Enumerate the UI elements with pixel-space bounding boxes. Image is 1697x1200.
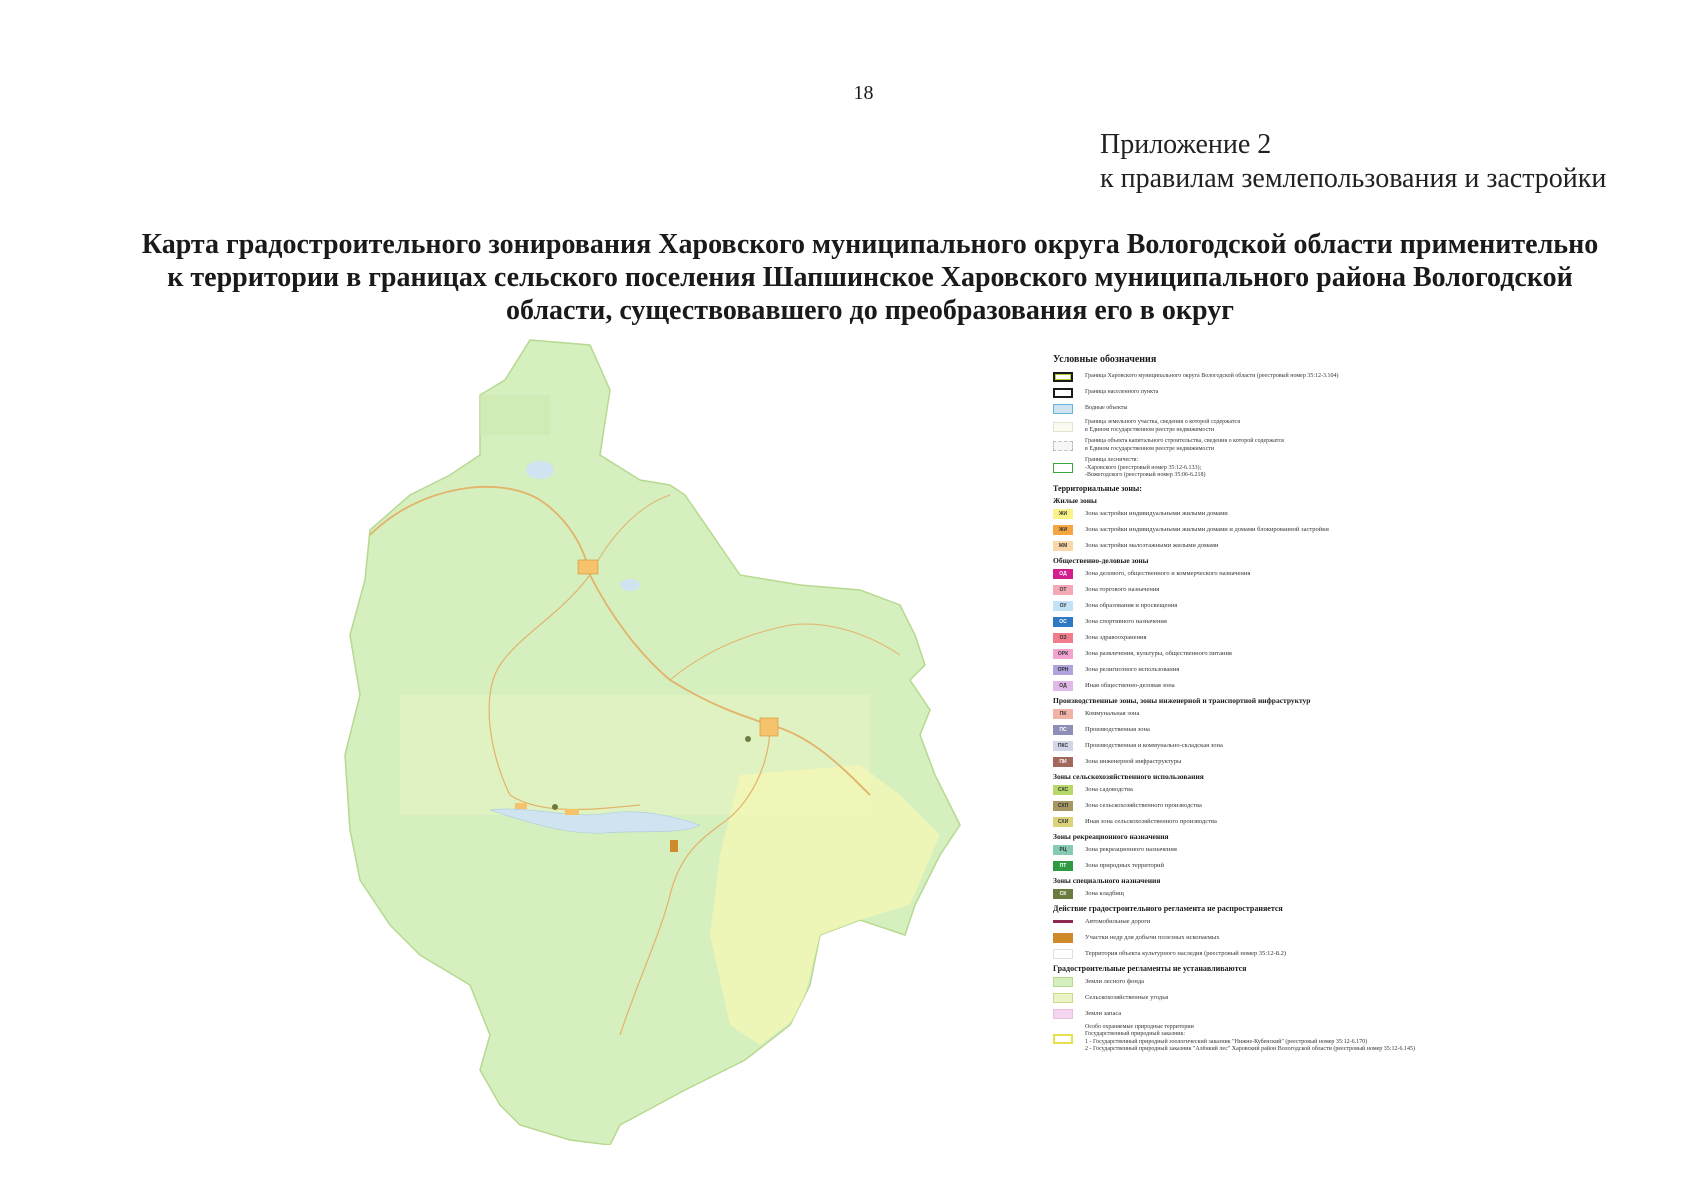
- legend-zone-industrial-1: [1053, 708, 1663, 720]
- zone-swatch: ЖИ: [1053, 525, 1073, 535]
- legend-zone-public-3: [1053, 600, 1663, 612]
- legend-text: Земли запаса: [1085, 1009, 1122, 1017]
- settlement-north: [578, 560, 598, 574]
- zone-swatch: СХИ: [1053, 817, 1073, 827]
- legend-text: Производственная и коммунально-складская зона: [1085, 741, 1223, 749]
- legend-text: Зона спортивного назначения: [1085, 617, 1167, 625]
- legend-zone-public-6: [1053, 648, 1663, 660]
- legend-text: Граница Харовского муниципального округа Вологодской области (реестровый номер 35:12-3.104): [1085, 373, 1339, 380]
- legend-zone-residential-1: [1053, 508, 1663, 520]
- lake-middle: [620, 579, 640, 591]
- legend-text: Зона инженерной инфраструктуры: [1085, 757, 1182, 765]
- zone-swatch: ОУ: [1053, 601, 1073, 611]
- legend-zone-agricultural-2: [1053, 800, 1663, 812]
- legend-zone-industrial-3: [1053, 740, 1663, 752]
- legend-text: Особо охраняемые природные территории Государственный природный заказник: 1 - Государственный природный зоологический заказник "Нижне-Кубенский" (реестровый номер 35:12-6.170) 2 - Государственный природный заказник "Алёнкий лес" Харовский район Вологодской области (реестровый номер 35:12-6.145): [1085, 1023, 1415, 1052]
- subsoil-swatch: [1053, 933, 1073, 943]
- legend-text: Коммунальная зона: [1085, 709, 1140, 717]
- legend-text: Иная общественно-деловая зона: [1085, 681, 1175, 689]
- legend-text: Земли лесного фонда: [1085, 977, 1145, 985]
- legend-text: Зона застройки индивидуальными жилыми домами и домами блокированной застройки: [1085, 525, 1329, 533]
- legend-text: Граница объекта капитального строительства, сведения о которой содержатся в Едином государственном реестре недвижимости: [1085, 438, 1284, 452]
- legend-text: Зона застройки индивидуальными жилыми домами: [1085, 509, 1228, 517]
- legend-zone-industrial-4: [1053, 756, 1663, 768]
- lake-north: [526, 461, 554, 479]
- legend-forest-fund: [1053, 976, 1663, 988]
- zoning-map[interactable]: [340, 335, 980, 1145]
- zone-swatch: ЖИ: [1053, 509, 1073, 519]
- territorial-zones-heading: Территориальные зоны:: [1053, 483, 1142, 493]
- zone-swatch: СХС: [1053, 785, 1073, 795]
- zone-swatch: ОРН: [1053, 665, 1073, 675]
- not-established-heading: Градостроительные регламенты не устанавливаются: [1053, 963, 1247, 973]
- legend-text: Зона образования и просвещения: [1085, 601, 1178, 609]
- recreational-heading: Зоны рекреационного назначения: [1053, 831, 1169, 841]
- legend-text: Зона сельскохозяйственного производства: [1085, 801, 1202, 809]
- legend-text: Автомобильные дороги: [1085, 917, 1151, 925]
- map-svg: [340, 335, 980, 1145]
- protected-area: [710, 765, 940, 1045]
- industrial-heading: Производственные зоны, зоны инженерной и транспортной инфраструктур: [1053, 695, 1311, 705]
- zone-swatch: ОТ: [1053, 585, 1073, 595]
- legend-text: Зона религиозного использования: [1085, 665, 1180, 673]
- legend-reserve-land: [1053, 1008, 1663, 1020]
- legend-text: Зона развлечения, культуры, общественного питания: [1085, 649, 1232, 657]
- map-title-line-3: области, существовавшего до преобразования его в округ: [506, 295, 1234, 326]
- appendix-line-2: к правилам землепользования и застройки: [1100, 163, 1607, 194]
- legend-text: Граница земельного участка, сведения о которой содержатся в Едином государственном реестре недвижимости: [1085, 419, 1240, 433]
- legend-boundary-district: [1053, 371, 1663, 383]
- zone-swatch: ПТ: [1053, 861, 1073, 871]
- forestry-patch: [480, 395, 550, 435]
- water-swatch: [1053, 404, 1073, 414]
- zone-swatch: ПС: [1053, 725, 1073, 735]
- zone-swatch: СК: [1053, 889, 1073, 899]
- legend-text: Зона садоводства: [1085, 785, 1133, 793]
- zone-swatch: ЖМ: [1053, 541, 1073, 551]
- zone-swatch: ПИ: [1053, 757, 1073, 767]
- map-title-line-2: к территории в границах сельского поселения Шапшинское Харовского муниципального района Вологодской: [167, 262, 1573, 293]
- legend-parcel: [1053, 419, 1663, 434]
- legend-zone-public-1: [1053, 568, 1663, 580]
- legend-zone-agricultural-1: [1053, 784, 1663, 796]
- page-number: 18: [853, 82, 874, 104]
- agri-land-swatch: [1053, 993, 1073, 1003]
- legend-text: Производственная зона: [1085, 725, 1150, 733]
- legend-zone-public-8: [1053, 680, 1663, 692]
- reserve-land-swatch: [1053, 1009, 1073, 1019]
- zone-swatch: ОД: [1053, 681, 1073, 691]
- legend: [1053, 354, 1663, 1058]
- legend-text: Зона делового, общественного и коммерческого назначения: [1085, 569, 1251, 577]
- legend-boundary-settlement: [1053, 387, 1663, 399]
- zone-swatch: ОРК: [1053, 649, 1073, 659]
- legend-text: Сельскохозяйственные угодья: [1085, 993, 1169, 1001]
- legend-forestry: [1053, 457, 1663, 480]
- zone-swatch: ПК: [1053, 709, 1073, 719]
- legend-subsoil: [1053, 932, 1663, 944]
- appendix-caption: [1100, 128, 1606, 196]
- legend-text: Зона торгового назначения: [1085, 585, 1160, 593]
- legend-text: Водные объекты: [1085, 405, 1128, 412]
- settlement-lake-middle: [565, 809, 579, 815]
- legend-text: Зона кладбищ: [1085, 889, 1124, 897]
- map-title-line-1: Карта градостроительного зонирования Харовского муниципального округа Вологодской области применительно: [141, 229, 1599, 260]
- forestry-boundary-swatch: [1053, 463, 1073, 473]
- legend-text: Граница лесничеств: -Харовского (реестровый номер 35:12-6.133); -Вожегодского (реестровый номер 35:06-6.218): [1085, 457, 1206, 478]
- protected-area-swatch: [1053, 1034, 1073, 1044]
- zone-swatch: ПКС: [1053, 741, 1073, 751]
- legend-zone-industrial-2: [1053, 724, 1663, 736]
- district-boundary-swatch: [1053, 372, 1073, 382]
- legend-zone-public-7: [1053, 664, 1663, 676]
- building-boundary-swatch: [1053, 441, 1073, 451]
- legend-zone-public-2: [1053, 584, 1663, 596]
- legend-text: Зона природных территорий: [1085, 861, 1164, 869]
- forest-fund-swatch: [1053, 977, 1073, 987]
- appendix-line-1: Приложение 2: [1100, 129, 1272, 160]
- legend-text: Зона рекреационного назначения: [1085, 845, 1177, 853]
- not-applicable-heading: Действие градостроительного регламента не распространяется: [1053, 903, 1283, 913]
- legend-zone-recreational-2: [1053, 860, 1663, 872]
- settlement-east: [760, 718, 778, 736]
- cemetery-site-east: [745, 736, 751, 742]
- legend-text: Граница населенного пункта: [1085, 389, 1159, 396]
- legend-zone-public-4: [1053, 616, 1663, 628]
- legend-roads: [1053, 916, 1663, 928]
- map-title: [100, 228, 1640, 327]
- legend-text: Зона застройки малоэтажными жилыми домами: [1085, 541, 1219, 549]
- legend-zone-recreational-1: [1053, 844, 1663, 856]
- settlement-lake-west: [515, 803, 527, 809]
- special-heading: Зоны специального назначения: [1053, 875, 1161, 885]
- settlement-boundary-swatch: [1053, 388, 1073, 398]
- road-swatch: [1053, 920, 1073, 923]
- legend-zone-special-1: [1053, 888, 1663, 900]
- heritage-swatch: [1053, 949, 1073, 959]
- legend-text: Иная зона сельскохозяйственного производства: [1085, 817, 1217, 825]
- zone-swatch: ОС: [1053, 617, 1073, 627]
- legend-heritage: [1053, 948, 1663, 960]
- legend-building: [1053, 438, 1663, 453]
- legend-protected-areas: [1053, 1024, 1663, 1054]
- legend-zone-agricultural-3: [1053, 816, 1663, 828]
- parcel-boundary-swatch: [1053, 422, 1073, 432]
- legend-water: [1053, 403, 1663, 415]
- residential-heading: Жилые зоны: [1053, 495, 1097, 505]
- cemetery-site: [552, 804, 558, 810]
- legend-text: Участки недр для добычи полезных ископаемых: [1085, 933, 1220, 941]
- legend-text: Зона здравоохранения: [1085, 633, 1147, 641]
- public-heading: Общественно-деловые зоны: [1053, 555, 1149, 565]
- legend-zone-public-5: [1053, 632, 1663, 644]
- agricultural-heading: Зоны сельскохозяйственного использования: [1053, 771, 1204, 781]
- zone-swatch: ОД: [1053, 569, 1073, 579]
- legend-zone-residential-3: [1053, 540, 1663, 552]
- settlement-lake-east: [670, 840, 678, 852]
- legend-zone-residential-2: [1053, 524, 1663, 536]
- legend-text: Территория объекта культурного наследия (реестровый номер 35:12-8.2): [1085, 949, 1287, 957]
- zone-swatch: ОЗ: [1053, 633, 1073, 643]
- zone-swatch: СХП: [1053, 801, 1073, 811]
- zone-swatch: РЦ: [1053, 845, 1073, 855]
- legend-title: Условные обозначения: [1053, 354, 1157, 365]
- legend-agri-land: [1053, 992, 1663, 1004]
